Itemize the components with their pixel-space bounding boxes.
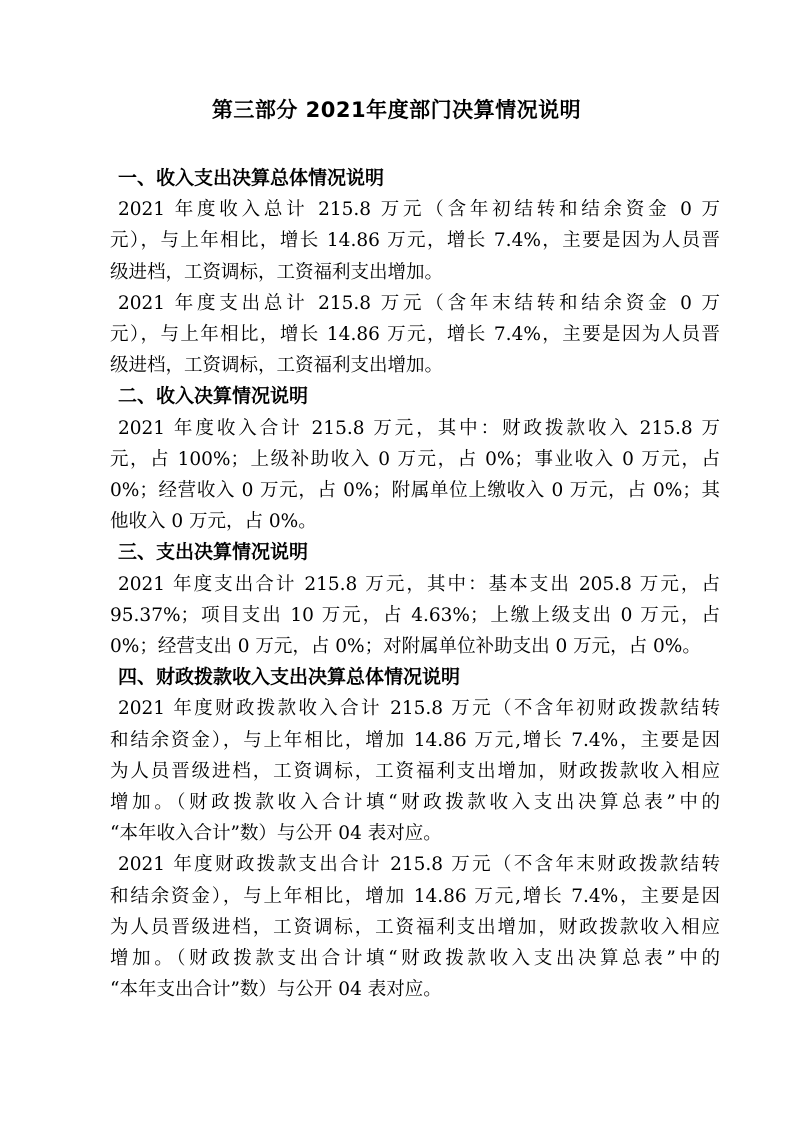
section-heading: 三、支出决算情况说明 bbox=[118, 541, 309, 564]
paragraph-line: 为人员晋级进档，工资调标，工资福利支出增加，财政拨款收入相应 bbox=[110, 916, 720, 938]
paragraph-line: 元），与上年相比，增长 14.86 万元，增长 7.4%，主要是因为人员晋 bbox=[110, 230, 720, 252]
paragraph-line: 0%；经营收入 0 万元，占 0%；附属单位上缴收入 0 万元，占 0%；其 bbox=[110, 480, 720, 502]
paragraph-line: 和结余资金），与上年相比，增加 14.86 万元,增长 7.4%，主要是因 bbox=[110, 885, 720, 907]
section-heading: 四、财政拨款收入支出决算总体情况说明 bbox=[118, 666, 461, 689]
paragraph-line: 元，占 100%；上级补助收入 0 万元，占 0%；事业收入 0 万元，占 bbox=[110, 448, 720, 470]
paragraph bbox=[110, 288, 720, 382]
paragraph-line: 2021 年度收入总计 215.8 万元（含年初结转和结余资金 0 万 bbox=[118, 199, 720, 221]
paragraph-line: 2021 年度支出合计 215.8 万元，其中：基本支出 205.8 万元，占 bbox=[118, 573, 720, 595]
document-body bbox=[110, 163, 720, 1005]
paragraph-line: 2021 年度收入合计 215.8 万元，其中：财政拨款收入 215.8 万 bbox=[118, 417, 720, 439]
paragraph-line: 为人员晋级进档，工资调标，工资福利支出增加，财政拨款收入相应 bbox=[110, 760, 720, 782]
paragraph-line: “本年支出合计”数）与公开 04 表对应。 bbox=[110, 979, 442, 1001]
paragraph-line: 增加。（财政拨款收入合计填“财政拨款收入支出决算总表”中的 bbox=[110, 792, 720, 814]
paragraph-line: 增加。（财政拨款支出合计填“财政拨款收入支出决算总表”中的 bbox=[110, 948, 720, 970]
paragraph-line: 2021 年度财政拨款支出合计 215.8 万元（不含年末财政拨款结转 bbox=[118, 854, 720, 876]
page-title: 第三部分 2021年度部门决算情况说明 bbox=[211, 98, 582, 122]
paragraph-line: 2021 年度财政拨款收入合计 215.8 万元（不含年初财政拨款结转 bbox=[118, 698, 720, 720]
paragraph-line: 0%；经营支出 0 万元，占 0%；对附属单位补助支出 0 万元，占 0%。 bbox=[110, 636, 701, 658]
paragraph-line: “本年收入合计”数）与公开 04 表对应。 bbox=[110, 823, 442, 845]
paragraph-line: 95.37%；项目支出 10 万元，占 4.63%；上缴上级支出 0 万元，占 bbox=[110, 604, 720, 626]
paragraph bbox=[110, 194, 720, 288]
paragraph-line: 2021 年度支出总计 215.8 万元（含年末结转和结余资金 0 万 bbox=[118, 292, 720, 314]
paragraph bbox=[110, 413, 720, 538]
paragraph-line: 和结余资金），与上年相比，增加 14.86 万元,增长 7.4%，主要是因 bbox=[110, 729, 720, 751]
paragraph-line: 级进档，工资调标，工资福利支出增加。 bbox=[110, 261, 444, 283]
paragraph-line: 级进档，工资调标，工资福利支出增加。 bbox=[110, 355, 444, 377]
paragraph-line: 他收入 0 万元，占 0%。 bbox=[110, 511, 317, 533]
paragraph bbox=[110, 693, 720, 849]
section-heading: 一、收入支出决算总体情况说明 bbox=[118, 167, 385, 189]
section-heading: 二、收入决算情况说明 bbox=[118, 385, 309, 408]
paragraph bbox=[110, 569, 720, 663]
paragraph bbox=[110, 849, 720, 1005]
paragraph-line: 元），与上年相比，增长 14.86 万元，增长 7.4%，主要是因为人员晋 bbox=[110, 324, 720, 346]
